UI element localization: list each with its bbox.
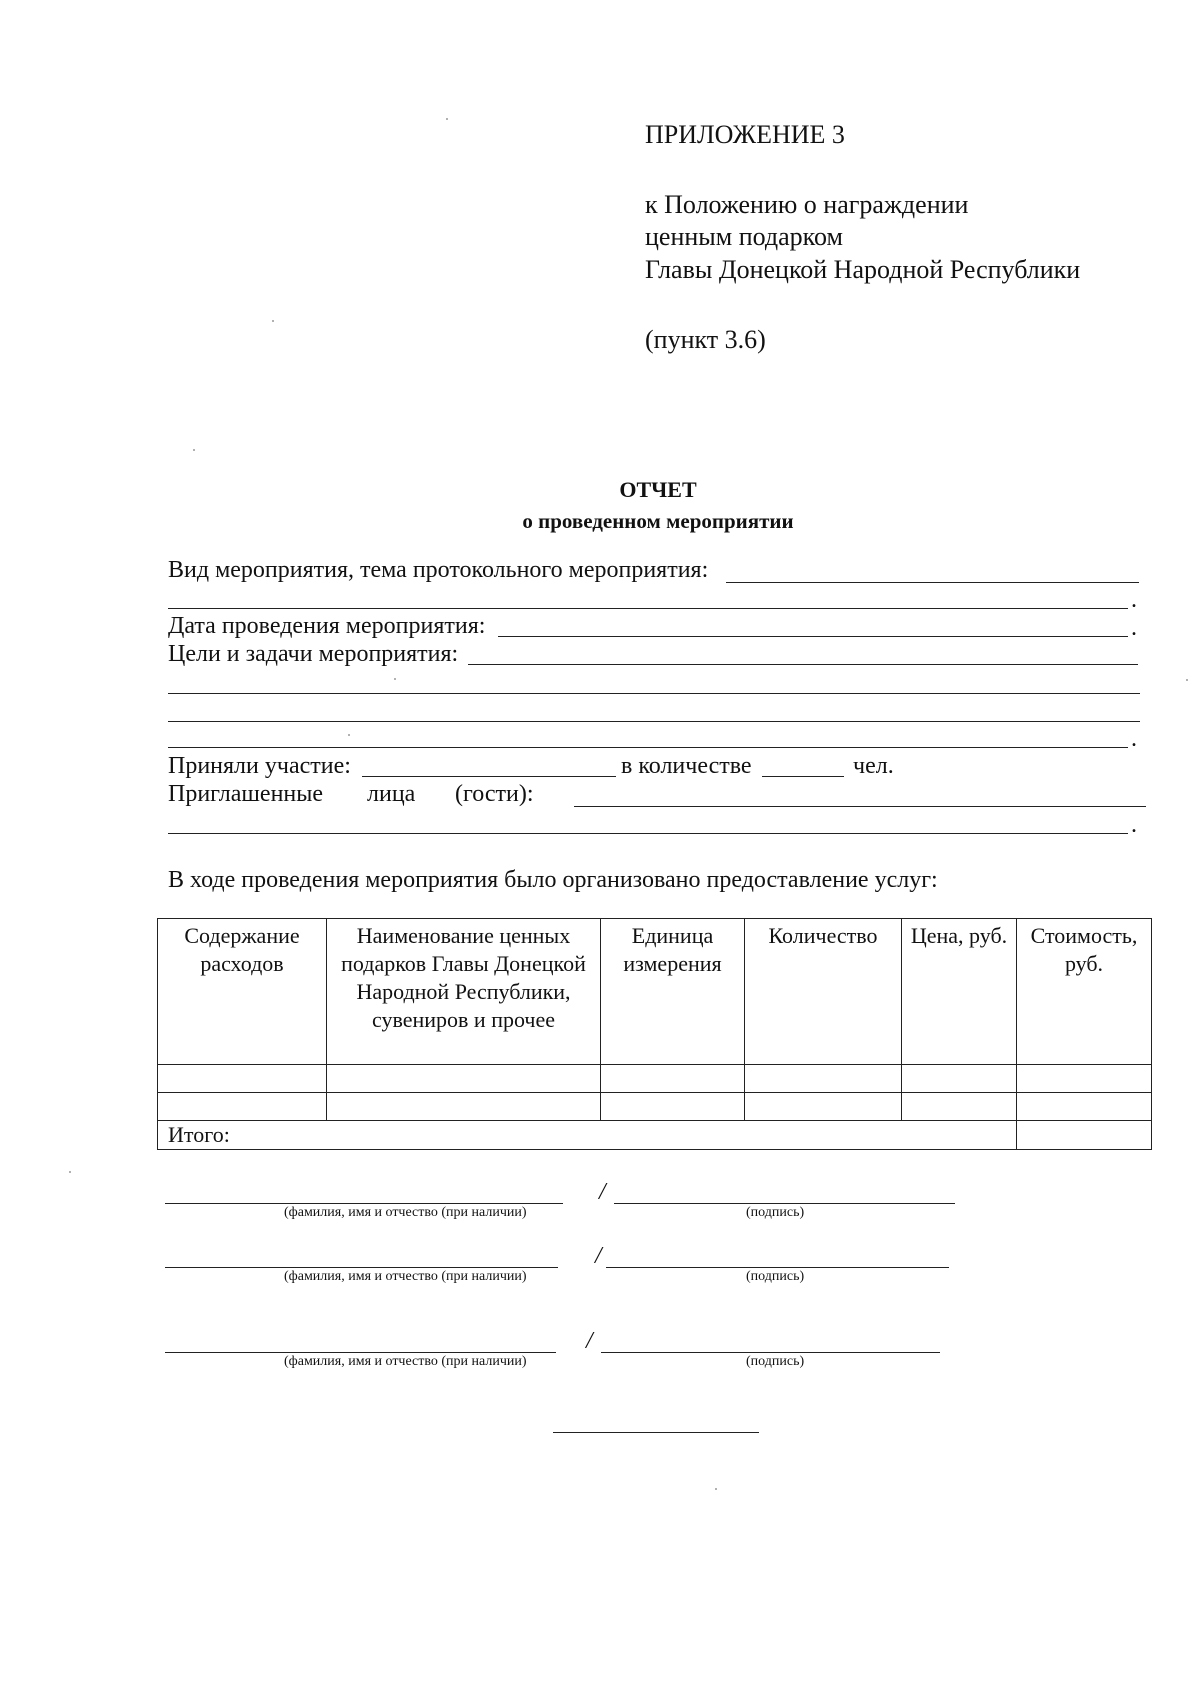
signature-separator: / [586, 1328, 593, 1354]
report-subtitle: о проведенном мероприятии [522, 509, 794, 533]
goals-input-line-2[interactable] [168, 693, 1140, 694]
table-cell[interactable] [1017, 1065, 1152, 1093]
table-cell[interactable] [158, 1065, 327, 1093]
appendix-title: ПРИЛОЖЕНИЕ 3 [645, 120, 845, 149]
name-input-line[interactable] [165, 1267, 558, 1268]
name-caption: (фамилия, имя и отчество (при наличии) [284, 1354, 527, 1369]
period: . [1131, 615, 1137, 641]
scan-speck [446, 118, 448, 120]
name-input-line[interactable] [165, 1203, 563, 1204]
col-header-expense: Содержание расходов [158, 919, 327, 1065]
goals-input-line[interactable] [468, 664, 1138, 665]
appendix-line-3: Главы Донецкой Народной Республики [645, 255, 1081, 284]
signature-input-line[interactable] [601, 1352, 940, 1353]
col-header-unit: Единица измерения [601, 919, 745, 1065]
col-header-quantity: Количество [745, 919, 902, 1065]
col-header-cost: Стоимость, руб. [1017, 919, 1152, 1065]
participants-input-line[interactable] [362, 776, 616, 777]
table-cell[interactable] [745, 1093, 902, 1121]
signature-separator: / [599, 1179, 606, 1205]
table-cell[interactable] [601, 1093, 745, 1121]
event-type-input-line-2[interactable] [168, 608, 1128, 609]
table-cell[interactable] [1017, 1093, 1152, 1121]
signature-caption: (подпись) [746, 1269, 805, 1284]
invited-input-line-2[interactable] [168, 833, 1128, 834]
amount-input-line[interactable] [762, 776, 844, 777]
event-date-label: Дата проведения мероприятия: [168, 613, 486, 639]
scan-speck [348, 734, 350, 736]
event-type-label: Вид мероприятия, тема протокольного мероприятия: [168, 557, 709, 583]
appendix-line-2: ценным подарком [645, 222, 843, 251]
table-cell[interactable] [745, 1065, 902, 1093]
signature-separator: / [595, 1243, 602, 1269]
period: . [1131, 587, 1137, 613]
signature-caption: (подпись) [746, 1354, 805, 1369]
appendix-clause: (пункт 3.6) [645, 325, 766, 354]
end-divider [553, 1432, 759, 1433]
signature-caption: (подпись) [746, 1205, 805, 1220]
invited-label-3: (гости): [455, 781, 534, 807]
table-cell[interactable] [601, 1065, 745, 1093]
table-cell[interactable] [902, 1093, 1017, 1121]
goals-input-line-3[interactable] [168, 721, 1140, 722]
signature-input-line[interactable] [606, 1267, 949, 1268]
table-cell[interactable] [327, 1065, 601, 1093]
scan-speck [193, 449, 195, 451]
services-intro: В ходе проведения мероприятия было организовано предоставление услуг: [168, 867, 938, 893]
event-date-input-line[interactable] [498, 636, 1128, 637]
participants-label: Приняли участие: [168, 753, 351, 779]
table-row [158, 1093, 1152, 1121]
invited-label-1: Приглашенные [168, 781, 324, 807]
table-header-row [158, 919, 1152, 1065]
scan-speck [1186, 679, 1188, 681]
table-total-row [158, 1121, 1152, 1150]
persons-label: чел. [853, 753, 894, 779]
invited-label-2: лица [367, 781, 416, 807]
scan-speck [69, 1171, 71, 1173]
table-cell[interactable] [327, 1093, 601, 1121]
table-cell[interactable] [158, 1093, 327, 1121]
report-title: ОТЧЕТ [619, 477, 697, 502]
table-cell[interactable] [902, 1065, 1017, 1093]
appendix-line-1: к Положению о награждении [645, 190, 969, 219]
name-input-line[interactable] [165, 1352, 556, 1353]
amount-label: в количестве [621, 753, 752, 779]
event-type-input-line[interactable] [726, 582, 1139, 583]
period: . [1131, 726, 1137, 752]
goals-label: Цели и задачи мероприятия: [168, 641, 459, 667]
period: . [1131, 812, 1137, 838]
services-table [157, 918, 1152, 1150]
total-label: Итого: [158, 1121, 1017, 1150]
scan-speck [715, 1488, 717, 1490]
col-header-price: Цена, руб. [902, 919, 1017, 1065]
total-value-cell[interactable] [1017, 1121, 1152, 1150]
col-header-gift-name: Наименование ценных подарков Главы Донецкой Народной Республики, сувениров и прочее [327, 919, 601, 1065]
name-caption: (фамилия, имя и отчество (при наличии) [284, 1269, 527, 1284]
name-caption: (фамилия, имя и отчество (при наличии) [284, 1205, 527, 1220]
invited-input-line[interactable] [574, 806, 1146, 807]
table-row [158, 1065, 1152, 1093]
scan-speck [394, 678, 396, 680]
goals-input-line-4[interactable] [168, 747, 1128, 748]
signature-input-line[interactable] [614, 1203, 955, 1204]
scan-speck [272, 320, 274, 322]
